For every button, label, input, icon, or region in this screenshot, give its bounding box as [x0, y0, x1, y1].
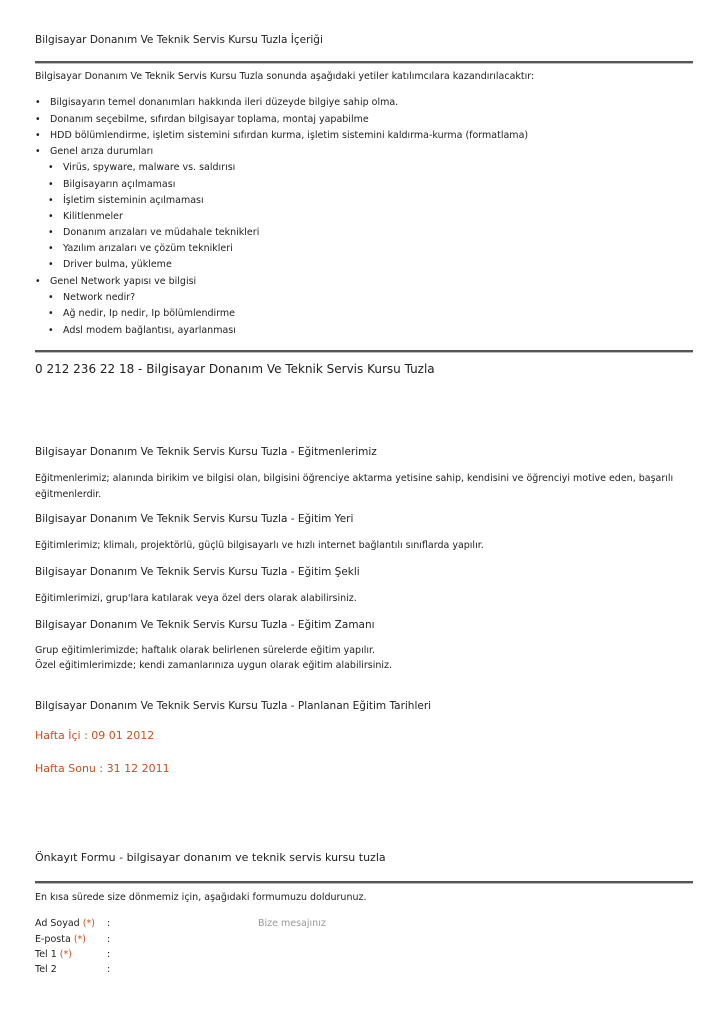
field-label: Ad Soyad: [35, 918, 80, 929]
field-label: Tel 1: [35, 949, 57, 960]
sub-list-item: • Virüs, spyware, malware vs. saldırısı: [48, 162, 235, 173]
dates-title: Bilgisayar Donanım Ve Teknik Servis Kursu Tuzla - Planlanan Eğitim Tarihleri: [35, 700, 432, 712]
phone-heading: 0 212 236 22 18 - Bilgisayar Donanım Ve Teknik Servis Kursu Tuzla: [35, 362, 435, 376]
field-colon: :: [107, 934, 111, 945]
sub-list-item: • Adsl modem bağlantısı, ayarlanması: [48, 325, 236, 336]
form-row-tel2[interactable]: [35, 964, 117, 975]
field-colon: :: [107, 964, 111, 975]
page-title: Bilgisayar Donanım Ve Teknik Servis Kursu Tuzla İçeriği: [35, 34, 323, 46]
sub-list-item: • Driver bulma, yükleme: [48, 259, 172, 270]
form-row-email[interactable]: [35, 934, 117, 945]
place-text: Eğitimlerimiz; klimalı, projektörlü, güçlü bilgisayarlı ve hızlı internet bağlantılı sınıflarda yapılır.: [35, 540, 484, 551]
field-label: Tel 2: [35, 964, 57, 975]
list-item: • Genel arıza durumları: [35, 146, 153, 157]
field-label: E-posta: [35, 934, 71, 945]
sub-list-item: • Donanım arızaları ve müdahale teknikleri: [48, 227, 259, 238]
sub-list-item: • İşletim sisteminin açılmaması: [48, 195, 204, 206]
format-text: Eğitimlerimizi, grup'lara katılarak veya özel ders olarak alabilirsiniz.: [35, 593, 357, 604]
time-text: Grup eğitimlerimizde; haftalık olarak belirlenen sürelerde eğitim yapılır.: [35, 645, 376, 656]
time-text: Özel eğitimlerimizde; kendi zamanlarınıza uygun olarak eğitim alabilirsiniz.: [35, 660, 393, 671]
message-field[interactable]: Bize mesajınız: [258, 918, 326, 929]
place-title: Bilgisayar Donanım Ve Teknik Servis Kursu Tuzla - Eğitim Yeri: [35, 513, 354, 525]
instructors-text: Eğitmenlerimiz; alanında birikim ve bilgisi olan, bilgisini öğrenciye aktarma yetisine sahip, kendisini ve öğrenciyi motive eden, başarılı eğitmenlerdir.: [35, 473, 674, 500]
required-mark: (*): [73, 934, 86, 945]
sub-list-item: • Ağ nedir, Ip nedir, Ip bölümlendirme: [48, 308, 235, 319]
weekend-date: Hafta Sonu : 31 12 2011: [35, 762, 170, 775]
sub-list-item: • Kilitlenmeler: [48, 211, 123, 222]
sub-list-item: • Yazılım arızaları ve çözüm teknikleri: [48, 243, 233, 254]
sub-list-item: • Bilgisayarın açılmaması: [48, 179, 175, 190]
form-intro: En kısa sürede size dönmemiz için, aşağıdaki formumuzu doldurunuz.: [35, 892, 367, 903]
form-row-name[interactable]: [35, 918, 117, 929]
content-intro: Bilgisayar Donanım Ve Teknik Servis Kursu Tuzla sonunda aşağıdaki yetiler katılımcılara kazandırılacaktır:: [35, 71, 535, 82]
divider: [35, 350, 693, 353]
sub-list-item: • Network nedir?: [48, 292, 135, 303]
field-colon: :: [107, 918, 111, 929]
required-mark: (*): [59, 949, 72, 960]
form-row-tel1[interactable]: [35, 949, 117, 960]
weekday-date: Hafta İçi : 09 01 2012: [35, 729, 155, 742]
list-item: • HDD bölümlendirme, işletim sistemini sıfırdan kurma, işletim sistemini kaldırma-kurma (formatlama): [35, 130, 528, 141]
divider: [35, 881, 693, 884]
time-title: Bilgisayar Donanım Ve Teknik Servis Kursu Tuzla - Eğitim Zamanı: [35, 619, 375, 631]
required-mark: (*): [82, 918, 95, 929]
divider: [35, 61, 693, 64]
field-colon: :: [107, 949, 111, 960]
format-title: Bilgisayar Donanım Ve Teknik Servis Kursu Tuzla - Eğitim Şekli: [35, 566, 360, 578]
form-title: Önkayıt Formu - bilgisayar donanım ve teknik servis kursu tuzla: [35, 851, 386, 864]
list-item: • Donanım seçebilme, sıfırdan bilgisayar toplama, montaj yapabilme: [35, 114, 369, 125]
list-item: • Genel Network yapısı ve bilgisi: [35, 276, 196, 287]
list-item: • Bilgisayarın temel donanımları hakkında ileri düzeyde bilgiye sahip olma.: [35, 97, 398, 108]
instructors-title: Bilgisayar Donanım Ve Teknik Servis Kursu Tuzla - Eğitmenlerimiz: [35, 446, 377, 458]
